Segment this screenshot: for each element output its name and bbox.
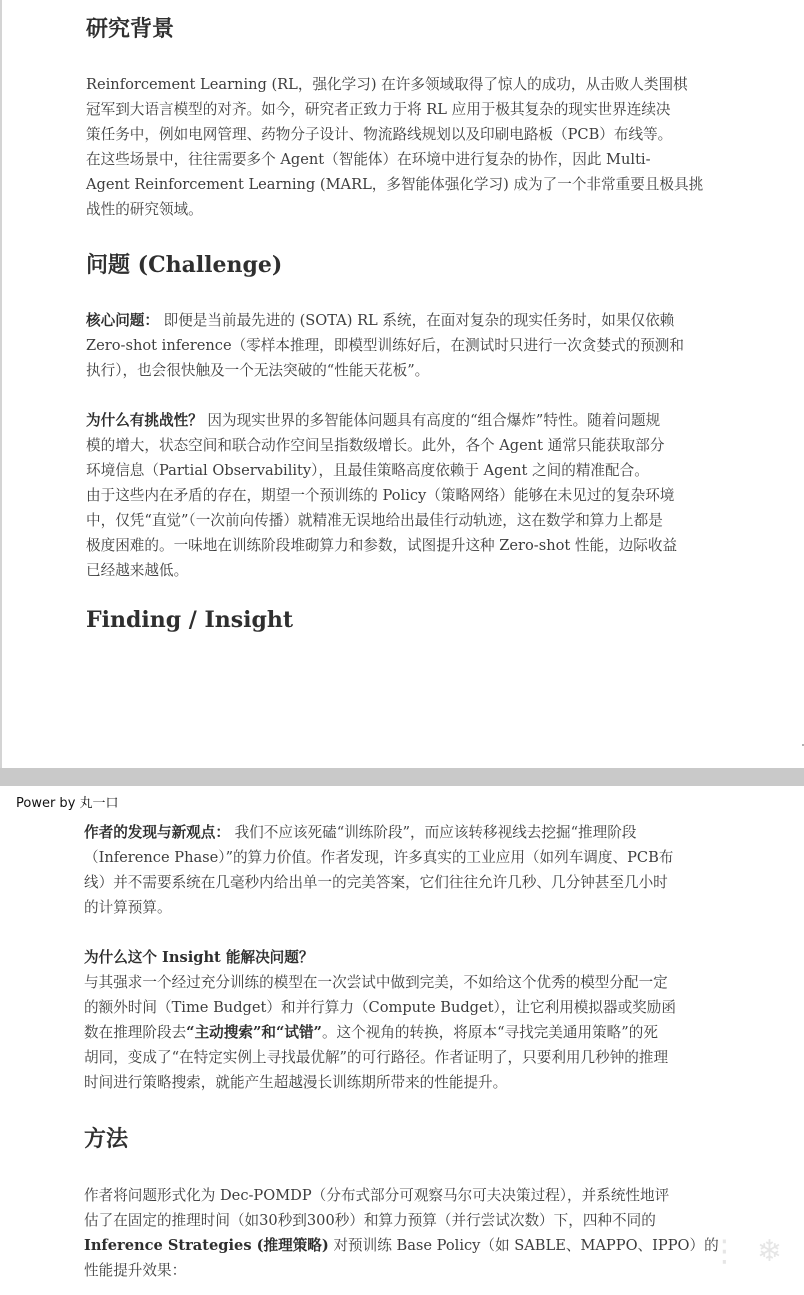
paragraph-method [84, 1183, 754, 1283]
paragraph-core-problem [86, 308, 756, 383]
text-line: 估了在固定的推理时间（如30秒到300秒）和算力预算（并行尝试次数）下，四种不同的 [84, 1212, 656, 1229]
text-line: （Inference Phase）”的算力价值。作者发现，许多真实的工业应用（如列车调度、PCB布 [84, 849, 674, 866]
text-line: 作者将问题形式化为 Dec-POMDP（分布式部分可观察马尔可夫决策过程），并系统性地评 [84, 1187, 670, 1204]
watermark-logo: ⋮ ❄ [709, 1234, 786, 1269]
text-line: 战性的研究领域。 [86, 201, 203, 218]
text-line: 策任务中，例如电网管理、药物分子设计、物流路线规划以及印刷电路板（PCB）布线等。 [86, 126, 673, 143]
inference-strategies-label: Inference Strategies (推理策略) [84, 1237, 329, 1254]
document-page-2 [0, 786, 804, 1295]
text-span: 对预训练 Base Policy（如 SABLE、MAPPO、IPPO）的 [328, 1237, 719, 1254]
text-line: Agent Reinforcement Learning (MARL，多智能体强化学习) 成为了一个非常重要且极具挑 [86, 176, 704, 193]
text-line: 的额外时间（Time Budget）和并行算力（Compute Budget），让它利用模拟器或奖励函 [84, 999, 676, 1016]
text-line: 执行），也会很快触及一个无法突破的“性能天花板”。 [86, 362, 430, 379]
text-line [86, 408, 756, 433]
paragraph-why-insight [84, 945, 754, 1095]
text-line: 线）并不需要系统在几毫秒内给出单一的完美答案，它们往往允许几秒、几分钟甚至几小时 [84, 874, 668, 891]
text-line: 中，仅凭“直觉”（一次前向传播）就精准无误地给出最佳行动轨迹，这在数学和算力上都是 [86, 512, 663, 529]
text-line: Zero-shot inference（零样本推理，即模型训练好后，在测试时只进行一次贪婪式的预测和 [86, 337, 684, 354]
why-insight-label: 为什么这个 Insight 能解决问题？ [84, 949, 314, 966]
text-line: 性能提升效果： [84, 1262, 187, 1279]
text-span: 我们不应该死磕“训练阶段”，而应该转移视线去挖掘“推理阶段 [229, 824, 637, 841]
text-line [86, 308, 756, 333]
heading-method: 方法 [84, 1126, 129, 1152]
text-line: Reinforcement Learning (RL，强化学习) 在许多领域取得了惊人的成功，从击败人类围棋 [86, 76, 688, 93]
text-line: 环境信息（Partial Observability），且最佳策略高度依赖于 Agent 之间的精准配合。 [86, 462, 649, 479]
core-problem-label: 核心问题： [86, 312, 159, 329]
text-span: 即便是当前最先进的 (SOTA) RL 系统，在面对复杂的现实任务时，如果仅依赖 [158, 312, 675, 329]
text-span: 和 [261, 1024, 276, 1041]
text-line [84, 1020, 754, 1045]
page-separator [0, 768, 804, 786]
text-line [84, 820, 754, 845]
header-note: Power by 丸一口 [16, 796, 119, 811]
text-line: 与其强求一个经过充分训练的模型在一次尝试中做到完美，不如给这个优秀的模型分配一定 [84, 974, 668, 991]
emphasis-active-search: “主动搜索” [186, 1024, 262, 1041]
text-line: 模的增大，状态空间和联合动作空间呈指数级增长。此外，各个 Agent 通常只能获取部分 [86, 437, 665, 454]
heading-finding-insight: Finding / Insight [86, 607, 294, 633]
text-line: 由于这些内在矛盾的存在，期望一个预训练的 Policy（策略网络）能够在未见过的复杂环境 [86, 487, 675, 504]
heading-challenge: 问题 (Challenge) [86, 252, 283, 278]
paragraph-why-challenging [86, 408, 756, 583]
heading-background: 研究背景 [86, 16, 175, 42]
text-line: 在这些场景中，往往需要多个 Agent（智能体）在环境中进行复杂的协作，因此 Multi- [86, 151, 651, 168]
text-line: 已经越来越低。 [86, 562, 189, 579]
text-line: 胡同，变成了“在特定实例上寻找最优解”的可行路径。作者证明了，只要利用几秒钟的推理 [84, 1049, 669, 1066]
text-span: 。这个视角的转换，将原本“寻找完美通用策略”的死 [321, 1024, 658, 1041]
text-line: 的计算预算。 [84, 899, 172, 916]
emphasis-trial-error: “试错” [275, 1024, 322, 1041]
paragraph-background [86, 72, 756, 222]
text-span: 因为现实世界的多智能体问题具有高度的“组合爆炸”特性。随着问题规 [202, 412, 661, 429]
text-span: 数在推理阶段去 [84, 1024, 187, 1041]
author-finding-label: 作者的发现与新观点： [84, 824, 230, 841]
paragraph-author-finding [84, 820, 754, 920]
why-challenging-label: 为什么有挑战性？ [86, 412, 203, 429]
text-line: 极度困难的。一味地在训练阶段堆砌算力和参数，试图提升这种 Zero-shot 性能，边际收益 [86, 537, 678, 554]
text-line: 冠军到大语言模型的对齐。如今，研究者正致力于将 RL 应用于极其复杂的现实世界连续决 [86, 101, 671, 118]
text-line: 时间进行策略搜索，就能产生超越漫长训练期所带来的性能提升。 [84, 1074, 508, 1091]
text-line [84, 1233, 754, 1258]
